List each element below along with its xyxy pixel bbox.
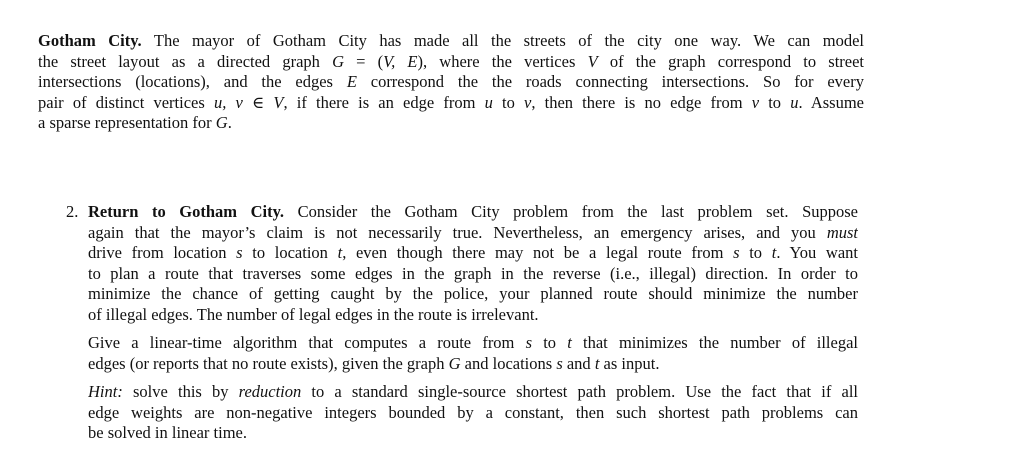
text-line [38,93,864,114]
text-segment: correspond the the roads connecting intersections. So for every [356,72,864,92]
bold-heading: Return to Gotham City. [88,202,285,221]
text-line [88,403,858,424]
italic-text: u, v [213,92,243,112]
text-segment: . You want [776,243,858,263]
text-segment: be solved in linear time. [88,423,247,443]
text-segment: as input. [599,353,660,373]
italic-text: t [567,333,572,352]
italic-text: s [556,353,563,373]
text-segment: and [562,353,595,373]
italic-text: u [484,92,493,112]
italic-text: V, E [383,51,418,71]
hint-paragraph [88,382,858,444]
text-segment: a sparse representation for [38,113,216,133]
italic-text: must [826,222,858,242]
italic-text: t [594,353,600,373]
text-line [88,284,858,305]
text-line [88,202,858,223]
text-segment: drive from location [88,243,237,263]
text-segment: and locations [460,353,557,373]
text-segment: edge weights are non-negative integers bounded by a constant, then such shortest path problems can [88,402,858,422]
text-segment: , then there is no edge from [531,92,752,112]
text-segment: ), where the vertices [417,51,588,71]
italic-text: reduction [238,382,302,401]
italic-text: s [236,243,243,263]
text-segment: to [492,92,524,112]
text-segment: pair of distinct vertices [38,92,214,112]
intro-paragraph [38,31,864,134]
italic-text: E [346,72,357,92]
text-line [38,31,864,52]
text-segment: Give a linear-time algorithm that computes a route from [88,333,526,352]
text-line [38,52,864,73]
text-line [88,305,858,326]
text-segment: intersections (locations), and the edges [38,72,347,92]
text-segment: , even though there may not be a legal route from [342,243,734,263]
text-segment: = ( [344,51,384,71]
problem-number: 2. [66,202,79,221]
italic-text: V [587,51,598,71]
text-line [88,423,858,444]
text-segment: to location [242,243,338,263]
text-segment: The mayor of Gotham City has made all the streets of the city one way. We can model [141,31,864,50]
italic-text: v [524,92,532,112]
task-paragraph [88,333,858,374]
text-line [88,243,858,264]
italic-text: V [273,92,284,112]
text-segment: to [739,243,772,263]
italic-text: s [525,333,533,352]
text-segment: minimize the chance of getting caught by the police, your planned route should minimize the number [88,284,858,304]
text-line [38,113,864,134]
italic-text: Hint: [88,382,123,401]
text-segment: to [759,92,791,112]
text-line [88,354,858,375]
problem-statement [88,202,858,326]
text-line [88,264,858,285]
text-segment: . [227,113,232,133]
italic-text: s [733,243,740,263]
italic-text: G [332,51,345,71]
italic-text: G [448,353,461,373]
text-segment: solve this by [122,382,239,401]
text-segment: again that the mayor’s claim is not necessarily true. Nevertheless, an emergency arises, and you [88,222,827,242]
text-segment: that minimizes the number of illegal [571,333,858,352]
italic-text: v [751,92,760,112]
text-segment: of the graph correspond to street [597,51,864,71]
text-segment: to [532,333,568,352]
text-segment: . Assume [798,92,864,112]
italic-text: G [215,113,228,133]
text-segment: to a standard single-source shortest path problem. Use the fact that if all [301,382,858,401]
bold-heading: Gotham City. [38,31,142,50]
text-line [38,72,864,93]
text-segment: the street layout as a directed graph [38,51,333,71]
text-line [88,223,858,244]
text-segment: of illegal edges. The number of legal edges in the route is irrelevant. [88,304,539,324]
text-line [88,333,858,354]
text-segment: edges (or reports that no route exists), given the graph [88,353,449,373]
italic-text: t [337,243,343,263]
italic-text: u [790,92,799,112]
text-line [88,382,858,403]
text-segment: Consider the Gotham City problem from the last problem set. Suppose [284,202,858,221]
text-segment: ∈ [242,92,274,112]
text-segment: to plan a route that traverses some edges in the graph in the reverse (i.e., illegal) direction. In order to [88,263,858,283]
italic-text: t [771,243,777,263]
text-segment: , if there is an edge from [283,92,485,112]
